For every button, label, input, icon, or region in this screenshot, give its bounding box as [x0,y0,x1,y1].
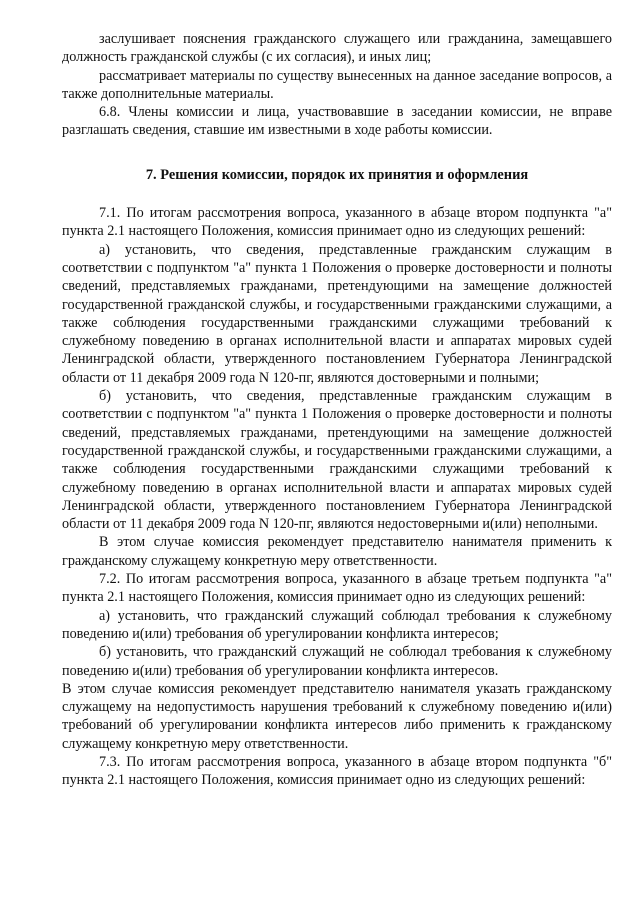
paragraph-7-1: 7.1. По итогам рассмотрения вопроса, указанного в абзаце втором подпункта "а" пункта 2.1 настоящего Положения, комиссия принимает одно из следующих решений: [62,205,612,240]
paragraph-7-3: 7.3. По итогам рассмотрения вопроса, указанного в абзаце втором подпункта "б" пункта 2.1 настоящего Положения, комиссия принимает одно из следующих решений: [62,753,612,789]
paragraph-hearing: заслушивает пояснения гражданского служащего или гражданина, замещавшего должность гражданской службы (с их согласия), и иных лиц; [62,31,612,66]
paragraph-materials: рассматривает материалы по существу вынесенных на данное заседание вопросов, а также дополнительные материалы. [62,67,612,102]
paragraph-7-2-a: а) установить, что гражданский служащий соблюдал требования к служебному поведению и(или) требования об урегулировании конфликта интересов; [62,607,612,642]
paragraph-7-2-recommendation: В этом случае комиссия рекомендует представителю нанимателя указать гражданскому служащему на недопустимость нарушения требований к служебному поведению и(или) требований об урегулировании конфликта интересов либо применить к гражданскому служащему конкретную меру ответственности. [62,680,612,752]
paragraph-7-1-a: а) установить, что сведения, представленные гражданским служащим в соответствии с подпунктом "а" пункта 1 Положения о проверке достоверности и полноты сведений, представляемых гражданами, претендующими на замещение должностей государственной гражданской службы, и государственными гражданскими служащими, а также соблюдения государственными гражданскими служащими требований к служебному поведению в органах исполнительной власти и аппаратах мировых судей Ленинградской области, утвержденного постановлением Губернатора Ленинградской области от 11 декабря 2009 года N 120-пг, являются достоверными и полными; [62,241,612,386]
paragraph-7-2: 7.2. По итогам рассмотрения вопроса, указанного в абзаце третьем подпункта "а" пункта 2.1 настоящего Положения, комиссия принимает одно из следующих решений: [62,571,612,606]
paragraph-7-1-b: б) установить, что сведения, представленные гражданским служащим в соответствии с подпунктом "а" пункта 1 Положения о проверке достоверности и полноты сведений, представляемых гражданами, претендующими на замещение должностей государственной гражданской службы, и государственными гражданскими служащими, а также соблюдения государственными гражданскими служащими требований к служебному поведению в органах исполнительной власти и аппаратах мировых судей Ленинградской области, утвержденного постановлением Губернатора Ленинградской области от 11 декабря 2009 года N 120-пг, являются недостоверными и(или) неполными. [62,388,612,533]
section-heading: 7. Решения комиссии, порядок их принятия и оформления [145,166,529,183]
paragraph-7-1-recommendation: В этом случае комиссия рекомендует представителю нанимателя применить к гражданскому служащему конкретную меру ответственности. [62,534,612,569]
paragraph-7-2-b: б) установить, что гражданский служащий не соблюдал требования к служебному поведению и(или) требования об урегулировании конфликта интересов. [62,644,612,679]
paragraph-6-8: 6.8. Члены комиссии и лица, участвовавшие в заседании комиссии, не вправе разглашать сведения, ставшие им известными в ходе работы комиссии. [62,104,612,139]
